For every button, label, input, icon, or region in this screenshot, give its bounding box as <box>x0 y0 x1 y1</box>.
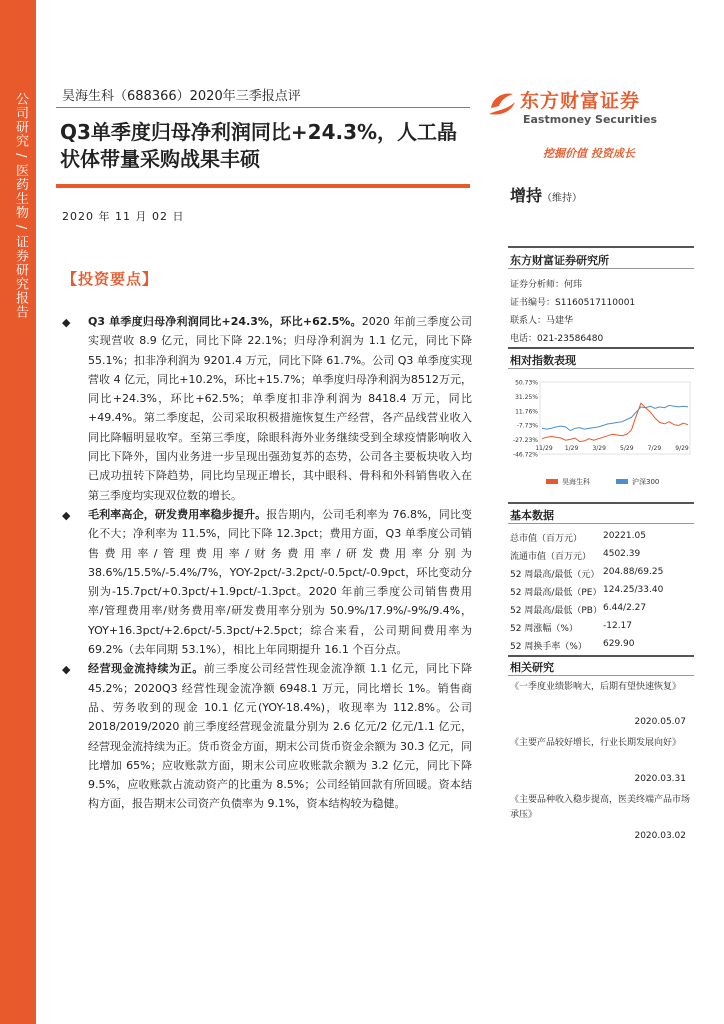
row-value: 20221.05 <box>603 531 646 541</box>
row-key: 52 周涨幅（%） <box>510 624 578 634</box>
divider <box>508 502 694 504</box>
bullet-lead: 经营现金流持续为正。 <box>88 662 204 676</box>
chart-title: 相对指数表现 <box>510 354 576 367</box>
title-rule <box>56 184 470 188</box>
row-value: 6.44/2.27 <box>603 603 647 613</box>
bullet-text <box>88 505 472 659</box>
divider <box>508 655 694 657</box>
x-tick-label: 11/29 <box>535 445 553 452</box>
basic-data-title: 基本数据 <box>510 509 554 522</box>
bullet-body: 前三季度公司经营性现金流净额 1.1 亿元，同比下降 45.2%；2020Q3 经营性现金流净额 6948.1 万元，同比增长 1%。销售商品、劳务收到的现金 10.1 亿元(YOY-18.4%)，收现率为 112.8%。公司 2018/2019/2020 前三季度经营现金流量分别为 2.6 亿元/2 亿元/1.1 亿元，经营现金流持续为正。货币资金方面，期末公司货币资金余额为 30.3 亿元，同比增加 65%；应收账款方面，期末公司应收账款余额为 3.2 亿元，同比下降 9.5%，应收账款占流动资产的比重为 8.5%；公司经销回款有所回暖。资本结构方面，报告期末公司资产负债率为 9.1%，资本结构较为稳健。 <box>88 662 472 811</box>
y-tick-label: 50.73% <box>515 379 538 387</box>
bullet-lead: Q3 单季度归母净利润同比+24.3%，环比+62.5%。 <box>88 315 362 328</box>
related-report-date: 2020.03.02 <box>634 831 686 841</box>
related-report-link[interactable]: 《主要产品较好增长，行业长期发展向好》 <box>510 738 682 748</box>
divider <box>508 675 694 676</box>
x-tick-label: 3/29 <box>592 445 606 452</box>
y-tick-label: -46.72% <box>512 451 538 459</box>
header-rule <box>56 107 470 108</box>
diamond-bullet-icon: ◆ <box>62 508 71 522</box>
y-tick-label: -27.23% <box>512 437 538 445</box>
institute-title: 东方财富证券研究所 <box>510 254 609 267</box>
legend-label-haohai: 昊海生科 <box>562 478 590 486</box>
related-report-date: 2020.03.31 <box>634 774 686 784</box>
cert-line: 证书编号：S1160517110001 <box>510 298 636 308</box>
row-key: 52 周最高/最低（PE） <box>510 588 602 598</box>
bullet-text <box>88 312 472 505</box>
section-title: 【投资要点】 <box>62 270 159 288</box>
divider <box>508 523 694 524</box>
related-report-link[interactable]: 《一季度业绩影响大，后期有望快速恢复》 <box>510 682 682 692</box>
brand-name-cn: 东方财富证券 <box>520 90 641 112</box>
company-line: 昊海生科（688366）2020年三季报点评 <box>62 89 301 104</box>
rating-label: 增持 <box>510 186 543 205</box>
related-report-date: 2020.05.07 <box>634 717 686 727</box>
bullet-body: 2020 年前三季度公司实现营收 8.9 亿元，同比下降 22.1%；归母净利润为 1.1 亿元，同比下降 55.1%；扣非净利润为 9201.4 万元，同比下降 61.7%。公司 Q3 单季度实现营收 4 亿元，同比+10.2%，环比+15.7%；单季度归母净利润为8512万元，同比+24.3%，环比+62.5%；单季度扣非净利润为 8418.4 万元，同比+49.4%。第二季度起，公司采取积极措施恢复生产经营，各产品线营业收入同比降幅明显收窄。至第三季度，除眼科海外业务继续受到全球疫情影响收入同比下降外，国内业务进一步呈现出强劲复苏的态势，公司各主要板块收入均已成功扭转下降趋势，同比均呈现正增长，其中眼科、骨科和外科销售收入在第三季度均实现双位数的增长。 <box>88 315 472 502</box>
bullet-lead: 毛利率高企，研发费用率稳步提升。 <box>88 507 267 521</box>
row-key: 52 周最高/最低（元） <box>510 570 600 580</box>
row-value: 629.90 <box>603 639 635 649</box>
bullet-body: 报告期内，公司毛利率为 76.8%，同比变化不大；净利率为 11.5%，同比下降 12.3pct；费用方面，Q3 单季度公司销售费用率/管理费用率/财务费用率/研发费用率分别为 38.6%/15.5%/-5.4%/7%，YOY-2pct/-3.2pct/-0.5pct/-0.9pct，环比变动分别为-15.7pct/+0.3pct/+1.9pct/-1.3pct。2020 年前三季度公司销售费用率/管理费用率/财务费用率/研发费用率分别为 50.9%/17.9%/-9%/9.4%，YOY+16.3pct/+2.6pct/-5.3pct/+2.5pct；综合来看，公司期间费用率为 69.2%（去年同期 53.1%），相比上年同期提升 16.1 个百分点。 <box>88 507 472 657</box>
rating-sub: （维持） <box>542 193 583 204</box>
sidebar-category: 公司研究 / 医药生物 / 证券研究报告 <box>13 92 28 320</box>
relative-index-chart <box>508 378 694 494</box>
analyst-line: 证券分析师：何玮 <box>510 280 583 290</box>
x-tick-label: 9/29 <box>675 445 689 452</box>
x-tick-label: 5/29 <box>620 445 634 452</box>
legend-swatch-haohai <box>546 479 558 484</box>
bullet-item <box>62 659 472 813</box>
report-title: Q3单季度归母净利润同比+24.3%，人工晶状体带量采购战果丰硕 <box>60 120 458 171</box>
legend-label-csi300: 沪深300 <box>632 478 660 486</box>
divider <box>508 246 694 248</box>
phone-line: 电话：021-23586480 <box>510 334 604 344</box>
bullet-item <box>62 505 472 659</box>
series-line-csi300 <box>542 405 688 430</box>
y-tick-label: 31.25% <box>515 393 538 401</box>
divider <box>508 368 694 369</box>
brand-name-en: Eastmoney Securities <box>523 113 658 126</box>
x-tick-label: 1/29 <box>564 445 579 452</box>
legend-swatch-csi300 <box>616 479 628 484</box>
bullet-item <box>62 312 472 505</box>
row-value: 4502.39 <box>603 549 641 559</box>
bullet-text <box>88 659 472 813</box>
contact-line: 联系人：马建华 <box>510 316 574 326</box>
row-key: 52 周换手率（%） <box>510 642 587 652</box>
row-value: 124.25/33.40 <box>603 585 664 595</box>
divider <box>508 347 694 349</box>
related-report-link[interactable]: 《主要品种收入稳步提高，医美终端产品市场承压》 <box>510 795 691 820</box>
x-tick-label: 7/29 <box>647 445 662 452</box>
eastmoney-logo-icon <box>487 88 517 118</box>
rating <box>510 183 582 206</box>
diamond-bullet-icon: ◆ <box>62 316 71 329</box>
y-tick-label: -7.73% <box>516 422 538 430</box>
plot-frame <box>540 382 690 454</box>
row-key: 总市值（百万元） <box>510 534 583 544</box>
diamond-bullet-icon: ◆ <box>62 663 71 677</box>
investment-points <box>62 312 472 814</box>
y-tick-label: 11.76% <box>515 408 538 416</box>
row-value: 204.88/69.25 <box>603 567 664 577</box>
report-date: 2020 年 11 月 02 日 <box>62 210 185 223</box>
row-key: 52 周最高/最低（PB） <box>510 606 602 616</box>
divider <box>508 268 694 269</box>
brand-slogan: 挖掘价值 投资成长 <box>543 147 635 160</box>
related-title: 相关研究 <box>510 661 554 674</box>
row-key: 流通市值（百万元） <box>510 552 592 562</box>
row-value: -12.17 <box>603 621 633 631</box>
